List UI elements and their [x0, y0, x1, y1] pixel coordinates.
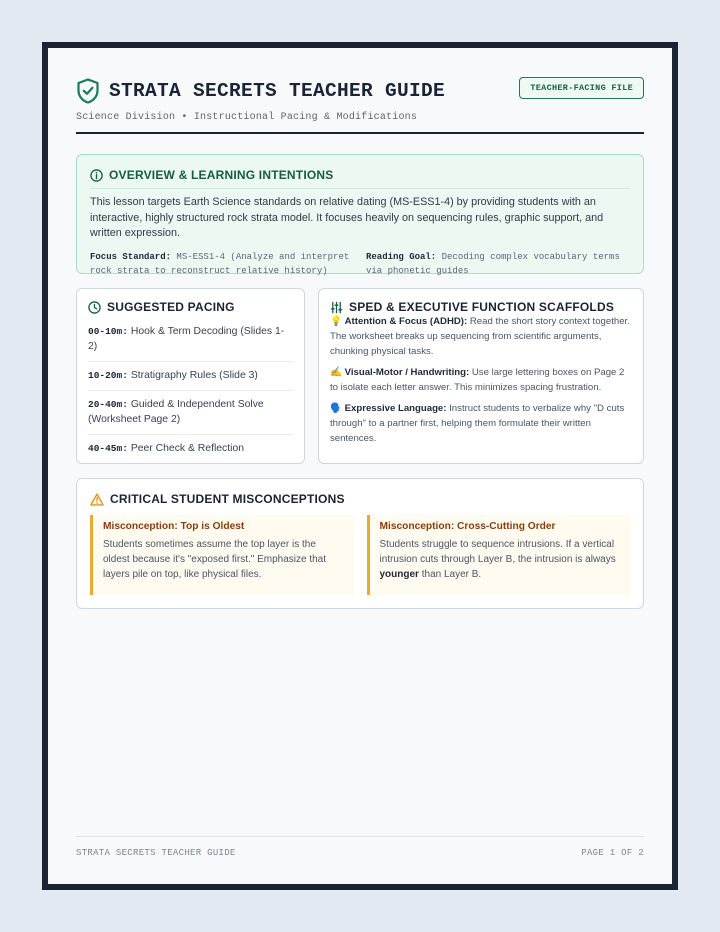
- divider: [90, 188, 630, 189]
- misconception-title: Misconception: Top is Oldest: [103, 521, 245, 532]
- scaffold-label: Expressive Language:: [344, 403, 447, 414]
- info-icon: [90, 169, 103, 182]
- document-page: [42, 42, 678, 890]
- misconception-text-end: than Layer B.: [418, 569, 482, 580]
- sliders-icon: [330, 301, 343, 314]
- overview-body: This lesson targets Earth Science standards on relative dating (MS-ESS1-4) by providing students with an interactive, highly structured rock strata model. It focuses heavily on sequencing rules, graphic support, and written expression.: [90, 196, 604, 239]
- page-content: [76, 76, 644, 884]
- scaffolds-title: SPED & EXECUTIVE FUNCTION SCAFFOLDS: [349, 300, 615, 314]
- pacing-activity: Peer Check & Reflection: [130, 443, 245, 454]
- scaffold-item: [330, 401, 632, 446]
- scaffolds-card: [318, 288, 644, 464]
- pacing-activity: Hook & Term Decoding (Slides 1-2): [88, 326, 285, 352]
- footer-page-number: PAGE 1 OF 2: [581, 848, 644, 858]
- pacing-activity: Guided & Independent Solve (Worksheet Page 2): [88, 399, 264, 425]
- page-footer: [76, 836, 644, 858]
- pacing-card: [76, 288, 305, 464]
- pacing-row: [88, 318, 293, 362]
- teacher-facing-badge: TEACHER-FACING FILE: [519, 77, 644, 99]
- misconception-card: [90, 515, 354, 595]
- page-subtitle: Science Division • Instructional Pacing & Modifications: [76, 112, 418, 123]
- misconceptions-grid: [90, 515, 630, 595]
- pacing-title: SUGGESTED PACING: [107, 300, 235, 314]
- misconception-text: Students struggle to sequence intrusions. If a vertical intrusion cuts through Layer B, the intrusion is always: [379, 539, 616, 565]
- misconceptions-title: CRITICAL STUDENT MISCONCEPTIONS: [110, 492, 345, 506]
- overview-heading: [90, 168, 630, 182]
- pacing-row: [88, 391, 293, 435]
- misconception-body: [103, 537, 344, 582]
- misconception-body: [380, 537, 621, 582]
- reading-goal-label: Reading Goal:: [366, 251, 437, 262]
- footer-doc-title: STRATA SECRETS TEACHER GUIDE: [76, 848, 236, 858]
- shield-check-icon: [76, 78, 100, 104]
- pacing-heading: [88, 300, 293, 314]
- writing-hand-icon: ✍️: [330, 367, 342, 378]
- misconceptions-card: [76, 478, 644, 609]
- misconceptions-heading: [90, 492, 630, 506]
- pacing-time: 00-10m:: [88, 326, 128, 337]
- pacing-time: 20-40m:: [88, 399, 128, 410]
- speaking-head-icon: 🗣️: [330, 403, 342, 414]
- misconception-title: Misconception: Cross-Cutting Order: [379, 521, 556, 532]
- scaffold-text: Instruct students to verbalize why "D cuts through" to a partner first, helping them formulate their written sentences.: [330, 403, 625, 444]
- focus-standard-text: MS-ESS1-4 (Analyze and interpret rock strata to reconstruct relative history): [90, 251, 350, 276]
- scaffold-text: Use large lettering boxes on Page 2 to isolate each letter answer. This minimizes spacing frustration.: [330, 367, 625, 393]
- title-row: [76, 78, 445, 104]
- overview-title: OVERVIEW & LEARNING INTENTIONS: [109, 168, 334, 182]
- lightbulb-icon: 💡: [330, 316, 342, 327]
- overview-meta: [90, 250, 630, 278]
- reading-goal-text: Decoding complex vocabulary terms via phonetic guides: [366, 251, 620, 276]
- scaffolds-heading: [330, 300, 632, 314]
- pacing-time: 40-45m:: [88, 443, 128, 454]
- scaffold-label: Visual-Motor / Handwriting:: [344, 367, 470, 378]
- misconception-text: Students sometimes assume the top layer is the oldest because it's "exposed first." Emphasize that layers pile on top, like physical files.: [103, 539, 327, 580]
- reading-goal: [366, 250, 630, 278]
- page-title: STRATA SECRETS TEACHER GUIDE: [109, 80, 446, 102]
- pacing-time: 10-20m:: [88, 370, 128, 381]
- focus-standard-label: Focus Standard:: [90, 251, 172, 262]
- scaffold-text: Read the short story context together. The worksheet breaks up sequencing from scientific arguments, chunking physical tasks.: [330, 316, 630, 357]
- scaffold-label: Attention & Focus (ADHD):: [344, 316, 468, 327]
- misconception-emphasis: younger: [379, 569, 419, 580]
- scaffold-item: [330, 365, 632, 395]
- clock-icon: [88, 301, 101, 314]
- document-header: [76, 76, 644, 134]
- pacing-row: [88, 435, 293, 463]
- misconception-card: [367, 515, 631, 595]
- overview-card: [76, 154, 644, 274]
- warning-triangle-icon: [90, 493, 104, 506]
- pacing-activity: Stratigraphy Rules (Slide 3): [130, 370, 258, 381]
- scaffold-item: [330, 314, 632, 359]
- pacing-row: [88, 362, 293, 391]
- focus-standard: [90, 250, 366, 278]
